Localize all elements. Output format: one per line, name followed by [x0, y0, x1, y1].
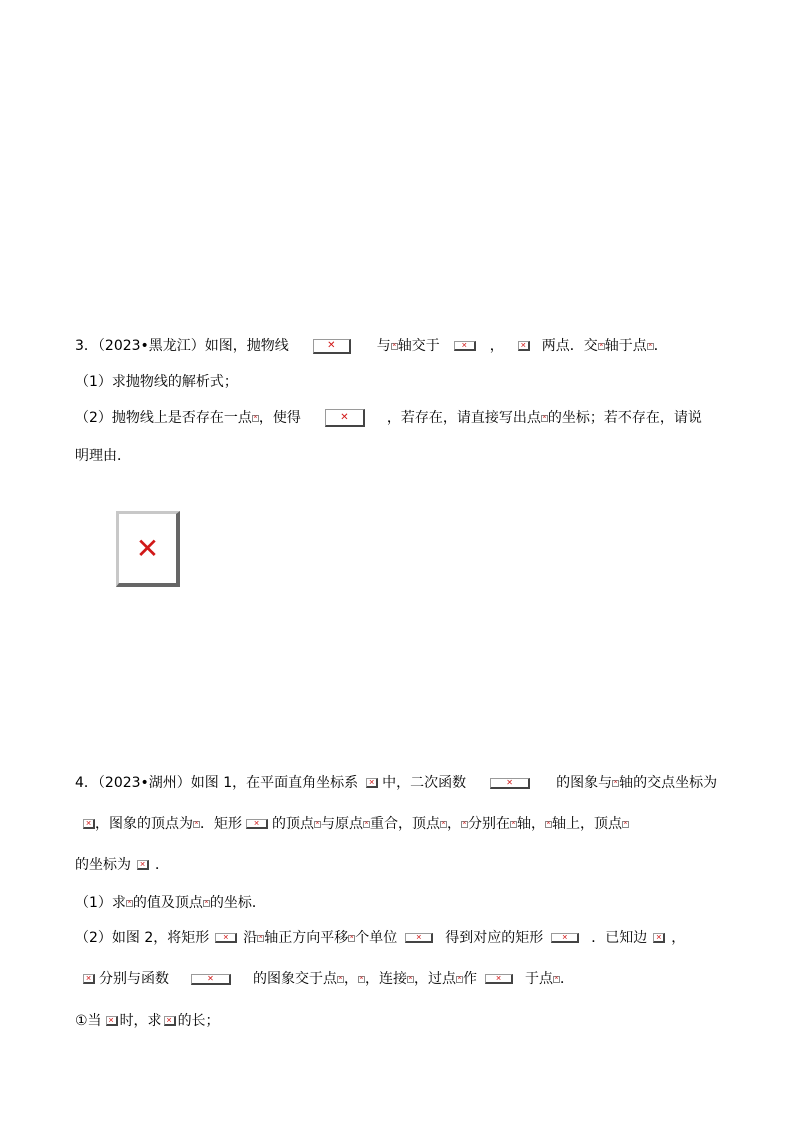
q3-line1: 3．（2023•黑龙江）如图，抛物线✕ 与✕ 轴交于✕ ，✕ 两点．交✕ 轴于点✕ ．	[75, 336, 734, 356]
q4-part2-line2: ✕分别与函数✕ 的图象交于点✕ ，✕ ，连接✕ ，过点✕ 作✕ 于点✕ ．	[75, 969, 734, 989]
broken-image-icon	[83, 819, 95, 829]
broken-image-icon	[454, 341, 476, 351]
broken-image-icon	[541, 415, 548, 422]
broken-image-icon	[440, 821, 447, 828]
broken-image-icon	[337, 976, 344, 983]
broken-image-icon	[363, 821, 370, 828]
broken-image-icon	[407, 976, 414, 983]
broken-image-icon	[313, 339, 351, 354]
broken-image-icon	[325, 409, 365, 427]
broken-image-icon	[405, 933, 433, 943]
q4-line1: 4．（2023•湖州）如图 1，在平面直角坐标系✕ 中，二次函数✕ 的图象与✕ 轴的交点坐标为	[75, 773, 734, 793]
figure-broken-image	[116, 511, 180, 587]
broken-image-icon	[252, 415, 259, 422]
broken-image-icon	[193, 821, 200, 828]
broken-image-icon	[358, 976, 365, 983]
broken-image-icon	[83, 974, 95, 984]
broken-image-icon: ✕	[135, 531, 160, 565]
q4-line2: ✕，图象的顶点为✕ ．矩形✕ 的顶点✕ 与原点✕ 重合，顶点✕ ，✕ 分别在✕ 轴，✕ 轴上，顶点✕	[75, 814, 734, 834]
broken-image-icon	[598, 343, 605, 350]
broken-image-icon	[257, 935, 264, 942]
broken-image-icon	[622, 821, 629, 828]
broken-image-icon	[137, 860, 149, 870]
q4-part2: （2）如图 2，将矩形✕ 沿✕ 轴正方向平移✕ 个单位✕ 得到对应的矩形✕ ．已知边✕ ，	[75, 928, 734, 948]
broken-image-icon	[653, 933, 665, 943]
broken-image-icon	[545, 821, 552, 828]
broken-image-icon	[456, 976, 463, 983]
broken-image-icon	[203, 900, 210, 907]
broken-image-icon	[215, 933, 237, 943]
q3-part1: （1）求抛物线的解析式；	[75, 374, 238, 390]
broken-image-icon	[106, 1016, 118, 1026]
broken-image-icon	[164, 1016, 176, 1026]
q3-part2-cont: 明理由．	[75, 448, 131, 464]
broken-image-icon	[518, 341, 530, 351]
broken-image-icon	[612, 780, 619, 787]
broken-image-icon	[461, 821, 468, 828]
q3-intro: 3．（2023•黑龙江）如图，抛物线	[75, 338, 289, 354]
broken-image-icon	[126, 900, 133, 907]
q3-part2: （2）抛物线上是否存在一点✕ ，使得✕ ，若存在，请直接写出点✕ 的坐标；若不存在，请说	[75, 408, 734, 428]
q4-sub1: ①当✕ 时，求✕ 的长；	[75, 1011, 734, 1031]
broken-image-icon	[510, 821, 517, 828]
broken-image-icon	[314, 821, 321, 828]
broken-image-icon	[553, 976, 560, 983]
broken-image-icon	[391, 343, 398, 350]
broken-image-icon	[348, 935, 355, 942]
q4-line3: 的坐标为✕ ．	[75, 855, 734, 875]
broken-image-icon	[246, 819, 268, 829]
broken-image-icon	[191, 974, 231, 985]
broken-image-icon	[490, 778, 530, 789]
broken-image-icon	[647, 343, 654, 350]
broken-image-icon	[551, 933, 579, 943]
broken-image-icon	[366, 778, 378, 788]
broken-image-icon	[485, 974, 513, 984]
q4-part1: （1）求✕ 的值及顶点✕ 的坐标．	[75, 893, 734, 913]
